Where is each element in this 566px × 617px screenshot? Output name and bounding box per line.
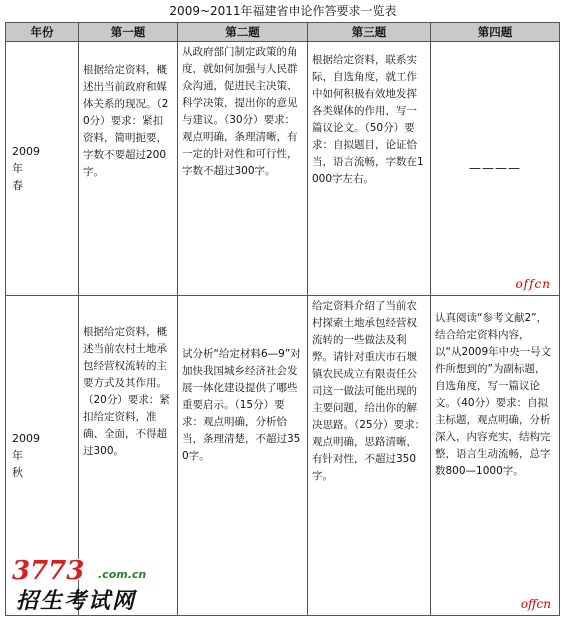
table-header-row: [6, 23, 560, 42]
year-label: 2009 年: [12, 145, 62, 175]
offcn-tag: offcn: [520, 597, 551, 611]
q3-cell: 根据给定资料，联系实际，自选角度，就工作中如何积极有效地发挥各类媒体的作用，写一篇议论文。（50分）要求：自拟题目，论证恰当，语言流畅，字数在1000字左右。: [308, 42, 431, 296]
offcn-tag: offcn: [515, 277, 551, 291]
q2-cell: 试分析“给定材料6—9”对加快我国城乡经济社会发展一体化建设提供了哪些重要启示。（15分）要求：观点明确，分析恰当，条理清楚，不超过350字。: [178, 296, 308, 616]
season-label: 秋: [12, 466, 23, 479]
site-watermark: [12, 556, 182, 614]
q4-cell: [431, 296, 560, 616]
header-q3: 第三题: [308, 23, 431, 42]
q4-cell: [431, 42, 560, 296]
watermark-logo: 3773: [12, 556, 85, 586]
q1-cell: 根据给定资料，概述出当前政府和媒体关系的现况。（20分）要求：紧扣资料，简明扼要，字数不要超过200字。: [79, 42, 178, 296]
year-cell: [6, 42, 79, 296]
q3-cell: 给定资料介绍了当前农村探索土地承包经营权流转的一些做法及利弊。请针对重庆市石堰镇农民成立有限责任公司这一做法可能出现的主要问题，给出你的解决思路。（25分）要求：观点明确，思路清晰，有针对性，不超过350字。: [308, 296, 431, 616]
watermark-domain: .com.cn: [98, 568, 147, 581]
header-q4: 第四题: [431, 23, 560, 42]
header-q2: 第二题: [178, 23, 308, 42]
q4-text: 认真阅读“参考文献2”，结合给定资料内容，以“从2009年中央一号文件所想到的”为副标题，自选角度，写一篇议论文。（40分）要求：自拟主标题，观点明确，分析深入，内容充实，结构完整，语言生动流畅，总字数800—1000字。: [435, 312, 552, 477]
season-label: 春: [12, 179, 23, 192]
empty-dash: ————: [469, 161, 521, 175]
q2-cell: 从政府部门制定政策的角度，就如何加强与人民群众沟通，促进民主决策、科学决策，提出你的意见与建议。（30分）要求：观点明确，条理清晰，有一定的针对性和可行性，字数不超过300字。: [178, 42, 308, 296]
table-row: [6, 42, 560, 296]
q1-cell: 根据给定资料，概述当前农村土地承包经营权流转的主要方式及其作用。（20分）要求：紧扣给定资料，准确、全面，不得超过300。: [79, 296, 178, 616]
header-q1: 第一题: [79, 23, 178, 42]
page-title: 2009~2011年福建省申论作答要求一览表: [169, 4, 397, 18]
year-label: 2009 年: [12, 432, 62, 462]
requirements-table: [5, 22, 560, 616]
header-year: 年份: [6, 23, 79, 42]
watermark-subtitle: 招生考试网: [16, 588, 137, 614]
